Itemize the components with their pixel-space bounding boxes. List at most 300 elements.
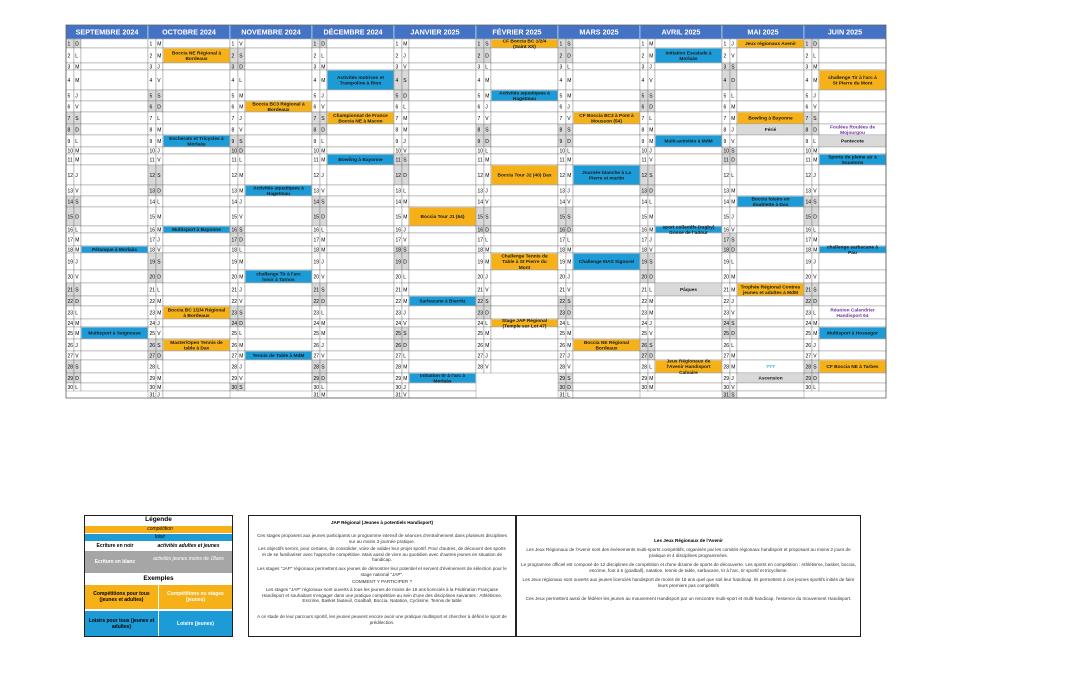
day-activity-cell	[573, 296, 640, 306]
day-activity-cell	[81, 147, 148, 154]
day-number: 8	[559, 127, 563, 134]
day-number: 10	[149, 148, 156, 155]
event-label: (Saint XX)	[513, 44, 536, 50]
day-activity-cell	[819, 196, 886, 207]
day-activity-cell	[163, 154, 230, 165]
day-activity-cell	[491, 124, 558, 135]
day-number: 3	[805, 64, 809, 71]
day-letter: J	[239, 116, 242, 122]
day-letter: D	[239, 321, 243, 327]
day-number: 28	[67, 364, 74, 371]
day-activity-cell	[327, 253, 394, 270]
day-letter: M	[321, 392, 326, 399]
day-letter: S	[731, 392, 735, 399]
day-activity-cell	[655, 319, 722, 327]
day-number: 8	[231, 127, 235, 134]
day-letter: M	[567, 173, 572, 179]
day-letter: D	[403, 343, 407, 349]
day-number: 20	[805, 274, 812, 281]
day-activity-cell	[409, 233, 476, 246]
event-label: Bowling à Bayonne	[748, 116, 793, 122]
day-activity-cell	[737, 165, 804, 185]
day-activity-cell	[163, 327, 230, 339]
day-letter: D	[485, 310, 489, 317]
event-label: sport collectifs (rugby)	[662, 225, 715, 231]
legend-example-3: Loisirs pour tous (jeunes et adultes)	[85, 611, 158, 636]
day-activity-cell	[409, 306, 476, 319]
day-activity-cell	[573, 135, 640, 147]
day-number: 28	[641, 364, 648, 371]
day-letter: S	[321, 287, 325, 294]
day-number: 11	[723, 157, 729, 164]
day-activity-cell	[409, 124, 476, 135]
day-number: 9	[67, 139, 71, 145]
day-number: 17	[313, 237, 320, 244]
day-number: 29	[313, 376, 320, 382]
day-number: 19	[149, 259, 156, 266]
day-activity-cell	[327, 283, 394, 296]
day-number: 16	[313, 227, 320, 234]
day-number: 23	[395, 310, 402, 317]
event-label: jeunes et adultes à MdM	[742, 290, 799, 296]
day-letter: M	[813, 64, 818, 71]
day-activity-cell	[245, 90, 312, 101]
day-number: 30	[723, 385, 730, 391]
event-label: challenge Tir à l'arc à	[828, 75, 877, 81]
day-letter: S	[813, 116, 817, 122]
day-letter: V	[403, 392, 407, 399]
day-letter: D	[567, 227, 571, 234]
day-number: 2	[477, 53, 481, 60]
day-letter: V	[321, 353, 325, 360]
day-number: 12	[723, 173, 730, 179]
day-activity-cell	[245, 207, 312, 226]
day-number: 6	[231, 104, 235, 111]
day-activity-cell	[327, 48, 394, 63]
day-number: 24	[723, 321, 730, 327]
day-letter: J	[731, 214, 734, 221]
event-label: (Temple sur Lot 47)	[502, 324, 547, 330]
day-activity-cell	[409, 327, 476, 339]
day-activity-cell	[819, 207, 886, 226]
day-activity-cell	[81, 124, 148, 135]
day-activity-cell	[81, 306, 148, 319]
jap-paragraph-1: Ces stages proposent aux jeunes participants un programme intensif de séances d'entraînement dans plusieurs disciplines sur au moins 3 journée pratique.	[257, 533, 507, 544]
day-activity-cell	[655, 196, 722, 207]
day-letter: M	[239, 343, 244, 349]
event-label: Réunion Calendrier	[830, 308, 875, 314]
day-number: 16	[149, 227, 156, 234]
day-number: 22	[313, 299, 320, 305]
day-letter: D	[731, 157, 735, 164]
day-number: 2	[313, 53, 317, 60]
day-letter: S	[75, 287, 79, 294]
day-number: 2	[231, 53, 235, 60]
day-number: 6	[149, 104, 153, 111]
day-letter: D	[403, 259, 407, 266]
day-activity-cell	[163, 253, 230, 270]
day-number: 10	[395, 148, 402, 155]
day-number: 28	[231, 364, 238, 371]
day-number: 23	[559, 310, 566, 317]
day-number: 8	[641, 127, 645, 134]
day-number: 30	[559, 385, 566, 391]
day-activity-cell	[327, 306, 394, 319]
day-activity-cell	[819, 351, 886, 360]
day-activity-cell	[573, 327, 640, 339]
day-activity-cell	[245, 39, 312, 48]
event-label: Mousson (54)	[591, 119, 622, 125]
event-label: Boccia Tour J1 (64)	[420, 215, 465, 221]
day-letter: M	[731, 116, 736, 122]
day-activity-cell	[491, 283, 558, 296]
day-activity-cell	[163, 270, 230, 283]
day-letter: D	[321, 41, 325, 48]
day-letter: S	[239, 139, 243, 145]
day-letter: L	[813, 227, 816, 234]
day-activity-cell	[491, 360, 558, 373]
day-number: 30	[313, 385, 320, 391]
day-number: 28	[395, 364, 402, 371]
day-number: 26	[313, 343, 320, 349]
day-activity-cell	[327, 196, 394, 207]
day-activity-cell	[573, 360, 640, 373]
day-number: 26	[231, 343, 238, 349]
day-number: 27	[395, 353, 402, 360]
event-label: Multisport à Seignosse	[88, 331, 141, 337]
day-number: 13	[641, 188, 648, 195]
day-letter: V	[649, 78, 653, 84]
month-header-label: MAI 2025	[747, 27, 779, 37]
day-number: 22	[395, 299, 402, 305]
day-activity-cell	[163, 383, 230, 391]
day-number: 2	[395, 53, 399, 60]
day-number: 8	[477, 127, 481, 134]
day-number: 4	[67, 78, 71, 84]
day-number: 22	[641, 299, 648, 305]
day-number: 28	[805, 364, 812, 371]
day-activity-cell	[655, 270, 722, 283]
event-label: loisir à Tarnos	[262, 277, 295, 283]
day-letter: V	[567, 199, 571, 206]
event-label: Tennis de Table à MdM	[252, 354, 305, 360]
day-letter: V	[567, 287, 571, 294]
day-letter: J	[485, 104, 488, 111]
day-number: 7	[723, 116, 727, 122]
day-activity-cell	[819, 48, 886, 63]
day-number: 23	[313, 310, 320, 317]
day-number: 17	[149, 237, 156, 244]
day-activity-cell	[327, 373, 394, 383]
day-activity-cell	[655, 296, 722, 306]
event-label: Trophée Régional Contres	[740, 285, 801, 291]
day-letter: S	[485, 41, 489, 48]
day-letter: M	[403, 41, 408, 48]
day-number: 25	[149, 331, 156, 337]
day-number: 11	[149, 157, 155, 164]
day-activity-cell	[245, 63, 312, 70]
day-letter: L	[157, 199, 160, 206]
day-activity-cell	[573, 147, 640, 154]
day-letter: V	[157, 157, 161, 164]
day-letter: M	[649, 127, 654, 134]
day-number: 7	[313, 116, 317, 122]
legend-loisir: loisir	[85, 534, 232, 541]
day-letter: V	[321, 104, 325, 111]
day-activity-cell	[491, 48, 558, 63]
day-activity-cell	[327, 351, 394, 360]
day-number: 20	[723, 274, 730, 281]
day-letter: M	[731, 274, 736, 281]
day-letter: V	[813, 353, 817, 360]
day-activity-cell	[81, 154, 148, 165]
day-letter: M	[321, 321, 326, 327]
day-letter: D	[567, 385, 571, 391]
day-letter: S	[731, 64, 735, 71]
day-letter: L	[239, 331, 242, 337]
day-number: 29	[149, 376, 156, 382]
day-letter: M	[157, 53, 162, 60]
month-header-label: FÉVRIER 2025	[492, 27, 542, 37]
day-letter: L	[321, 310, 324, 317]
day-letter: L	[321, 385, 324, 391]
day-number: 6	[313, 104, 317, 111]
day-number: 15	[641, 214, 648, 221]
day-letter: V	[403, 237, 407, 244]
day-activity-cell	[819, 226, 886, 233]
day-activity-cell	[163, 296, 230, 306]
day-activity-cell	[245, 70, 312, 90]
event-label: Pierre st martin	[588, 176, 625, 182]
day-letter: J	[321, 343, 324, 349]
day-letter: M	[239, 93, 244, 100]
jap-paragraph-4: COMMENT Y PARTICIPER ?	[351, 579, 413, 584]
day-letter: L	[813, 310, 816, 317]
day-letter: L	[731, 93, 734, 100]
day-number: 20	[313, 274, 320, 281]
day-letter: M	[157, 127, 162, 134]
day-letter: M	[649, 385, 654, 391]
day-number: 9	[641, 139, 645, 145]
day-letter: M	[649, 227, 654, 234]
day-letter: D	[157, 353, 161, 360]
day-letter: M	[485, 93, 490, 100]
day-letter: J	[403, 139, 406, 145]
day-activity-cell	[737, 233, 804, 246]
event-label: Activités motrices et	[337, 75, 384, 81]
event-label: Bordeaux	[595, 346, 618, 352]
day-activity-cell	[81, 207, 148, 226]
day-activity-cell	[327, 207, 394, 226]
day-activity-cell	[655, 383, 722, 391]
day-number: 29	[395, 376, 402, 382]
day-number: 16	[641, 227, 648, 234]
day-activity-cell	[655, 39, 722, 48]
day-number: 17	[641, 237, 648, 244]
day-letter: L	[403, 188, 406, 195]
day-activity-cell	[327, 360, 394, 373]
day-activity-cell	[491, 226, 558, 233]
day-letter: M	[321, 331, 326, 337]
day-letter: J	[567, 353, 570, 360]
day-number: 16	[805, 227, 812, 234]
day-activity-cell	[655, 339, 722, 351]
day-activity-cell	[163, 351, 230, 360]
day-activity-cell	[573, 306, 640, 319]
day-number: 3	[231, 64, 235, 71]
day-letter: M	[485, 247, 490, 254]
day-number: 6	[477, 104, 481, 111]
day-activity-cell	[737, 226, 804, 233]
day-letter: L	[567, 392, 570, 399]
event-label: Multisport à Bayonne	[172, 228, 221, 234]
event-label: Foulées Roulées de	[829, 125, 876, 131]
day-number: 10	[723, 148, 730, 155]
day-letter: D	[731, 247, 735, 254]
day-activity-cell	[245, 147, 312, 154]
day-letter: L	[403, 274, 406, 281]
day-activity-cell	[819, 296, 886, 306]
day-number: 27	[149, 353, 156, 360]
day-number: 3	[149, 64, 153, 71]
day-number: 16	[559, 227, 566, 234]
day-number: 4	[313, 78, 317, 84]
day-number: 3	[723, 64, 727, 71]
day-number: 25	[67, 331, 74, 337]
day-activity-cell	[819, 373, 886, 383]
day-activity-cell	[409, 165, 476, 185]
day-number: 25	[723, 331, 730, 337]
month-header-label: NOVEMBRE 2024	[241, 27, 301, 37]
day-activity-cell	[655, 70, 722, 90]
day-number: 26	[723, 343, 730, 349]
day-letter: M	[649, 376, 654, 382]
day-number: 25	[313, 331, 320, 337]
day-letter: L	[75, 139, 78, 145]
day-letter: S	[731, 148, 735, 155]
day-letter: M	[485, 343, 490, 349]
day-number: 10	[313, 148, 320, 155]
day-activity-cell	[81, 339, 148, 351]
day-activity-cell	[737, 101, 804, 112]
day-activity-cell	[81, 101, 148, 112]
day-letter: M	[321, 157, 326, 164]
day-activity-cell	[491, 270, 558, 283]
day-number: 7	[805, 116, 809, 122]
day-activity-cell	[819, 165, 886, 185]
day-activity-cell	[81, 253, 148, 270]
day-number: 15	[559, 214, 566, 221]
day-number: 29	[805, 376, 812, 382]
day-activity-cell	[81, 165, 148, 185]
day-letter: J	[731, 41, 734, 48]
day-number: 5	[805, 93, 809, 100]
day-letter: S	[157, 343, 161, 349]
day-number: 16	[395, 227, 402, 234]
day-number: 1	[395, 41, 399, 48]
day-activity-cell	[327, 327, 394, 339]
day-letter: V	[567, 364, 571, 371]
day-letter: J	[567, 274, 570, 281]
day-number: 14	[477, 199, 484, 206]
day-letter: L	[75, 385, 78, 391]
day-letter: S	[485, 214, 489, 221]
day-number: 8	[67, 127, 71, 134]
month-header-label: SEPTEMBRE 2024	[75, 27, 139, 37]
day-letter: L	[157, 116, 160, 122]
day-activity-cell	[163, 233, 230, 246]
day-number: 24	[477, 321, 484, 327]
event-label: Activités aquatiques à	[253, 186, 304, 192]
event-label: CF Boccia BC 1/2/4	[502, 39, 547, 45]
day-activity-cell	[409, 391, 476, 398]
day-number: 12	[395, 173, 402, 179]
day-number: 14	[805, 199, 812, 206]
day-activity-cell	[491, 63, 558, 70]
day-number: 17	[805, 237, 812, 244]
day-letter: S	[75, 116, 79, 122]
day-number: 5	[231, 93, 235, 100]
day-number: 11	[559, 157, 565, 164]
day-number: 27	[641, 353, 648, 360]
day-number: 15	[67, 214, 74, 221]
day-activity-cell	[163, 165, 230, 185]
day-letter: M	[239, 274, 244, 281]
day-number: 11	[231, 157, 237, 164]
day-activity-cell	[163, 70, 230, 90]
legend-title: Légende	[145, 516, 172, 523]
day-letter: D	[485, 227, 489, 234]
day-activity-cell	[245, 154, 312, 165]
day-number: 22	[477, 299, 484, 305]
day-number: 23	[723, 310, 730, 317]
day-number: 26	[641, 343, 648, 349]
day-letter: J	[157, 237, 160, 244]
day-letter: M	[157, 227, 162, 234]
day-activity-cell	[245, 373, 312, 383]
day-letter: S	[485, 127, 489, 134]
day-number: 30	[805, 385, 812, 391]
day-activity-cell	[737, 391, 804, 398]
event-label: table à Dax	[183, 346, 210, 352]
day-number: 19	[559, 259, 566, 266]
day-letter: V	[731, 227, 735, 234]
day-letter: M	[813, 78, 818, 84]
day-letter: M	[567, 93, 572, 100]
day-letter: D	[157, 274, 161, 281]
day-number: 17	[559, 237, 566, 244]
day-letter: S	[485, 299, 489, 305]
day-activity-cell	[245, 306, 312, 319]
day-number: 7	[67, 116, 71, 122]
day-number: 8	[805, 127, 809, 134]
day-number: 17	[477, 237, 484, 244]
day-letter: S	[649, 93, 653, 100]
day-letter: D	[239, 64, 243, 71]
day-activity-cell	[655, 207, 722, 226]
day-letter: M	[567, 78, 572, 84]
day-letter: J	[649, 148, 652, 155]
day-activity-cell	[163, 391, 230, 398]
day-activity-cell	[819, 185, 886, 196]
day-letter: L	[649, 116, 652, 122]
day-letter: M	[731, 188, 736, 195]
day-letter: J	[321, 93, 324, 100]
day-activity-cell	[573, 270, 640, 283]
day-activity-cell	[81, 39, 148, 48]
day-number: 16	[477, 227, 484, 234]
day-letter: V	[403, 64, 407, 71]
